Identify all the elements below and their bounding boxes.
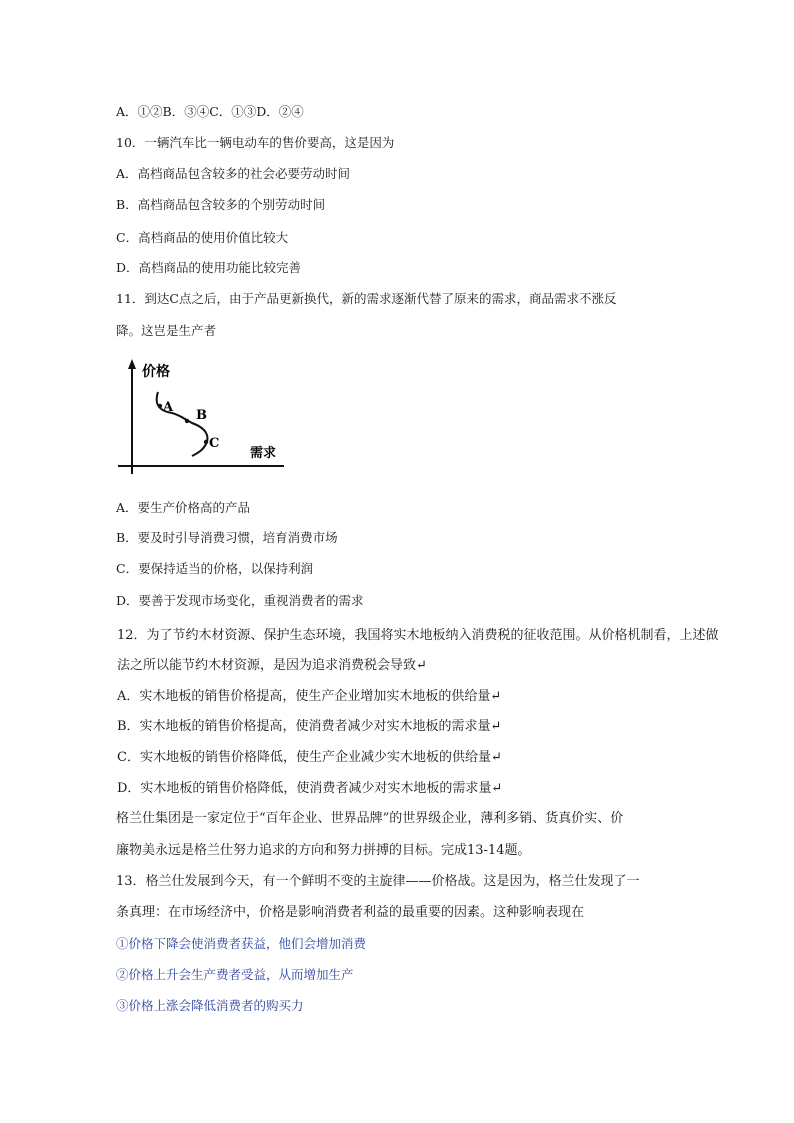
question-10-option-b: B．高档商品包含较多的个别劳动时间 bbox=[116, 197, 326, 212]
question-13-stem-line-1: 13．格兰仕发展到今天，有一个鲜明不变的主旋律——价格战。这是因为，格兰仕发现了一 bbox=[116, 874, 640, 889]
question-11-stem-line-1: 11．到达C点之后，由于产品更新换代，新的需求逐渐代替了原来的需求，商品需求不涨反 bbox=[116, 291, 617, 306]
question-13-item-3: ③价格上涨会降低消费者的购买力 bbox=[116, 998, 304, 1013]
curve-point-a bbox=[158, 404, 162, 408]
y-axis-arrow bbox=[128, 359, 136, 369]
point-b-label: B bbox=[196, 408, 207, 423]
x-axis-label: 需求 bbox=[250, 446, 277, 461]
question-10-option-a: A．高档商品包含较多的社会必要劳动时间 bbox=[116, 166, 351, 181]
question-13-item-1: ①价格下降会使消费者获益，他们会增加消费 bbox=[116, 936, 367, 951]
question-9-options: A．①②B．③④C．①③D．②④ bbox=[116, 104, 304, 119]
question-10-option-c: C．高档商品的使用价值比较大 bbox=[116, 230, 289, 245]
question-11-stem-line-2: 降。这岂是生产者 bbox=[116, 323, 217, 338]
curve-point-c bbox=[204, 440, 208, 444]
question-13-stem-line-2: 条真理：在市场经济中，价格是影响消费者利益的最重要的因素。这种影响表现在 bbox=[116, 905, 585, 920]
question-12-option-a: A．实木地板的销售价格提高，使生产企业增加实木地板的供给量↵ bbox=[117, 689, 502, 704]
question-10-option-d: D．高档商品的使用功能比较完善 bbox=[116, 260, 302, 275]
question-12-stem-line-2: 法之所以能节约木材资源，是因为追求消费税会导致↵ bbox=[117, 658, 427, 673]
question-12-option-b: B．实木地板的销售价格提高，使消费者减少对实木地板的需求量↵ bbox=[117, 719, 502, 734]
intro-paragraph-line-2: 廉物美永远是格兰仕努力追求的方向和努力拼搏的目标。完成13-14题。 bbox=[116, 843, 531, 858]
y-axis-label: 价格 bbox=[142, 364, 170, 380]
question-12-option-c: C．实木地板的销售价格降低，使生产企业减少实木地板的供给量↵ bbox=[117, 750, 502, 765]
question-12-stem-line-1: 12．为了节约木材资源、保护生态环境，我国将实木地板纳入消费税的征收范围。从价格机制看，上述做 bbox=[117, 628, 719, 643]
point-a-label: A bbox=[163, 400, 174, 415]
question-11-option-d: D．要善于发现市场变化，重视消费者的需求 bbox=[116, 593, 364, 608]
question-10-stem: 10．一辆汽车比一辆电动车的售价要高，这是因为 bbox=[116, 135, 395, 150]
point-c-label: C bbox=[209, 436, 220, 451]
price-demand-graph bbox=[114, 356, 294, 476]
curve-point-b bbox=[185, 419, 189, 423]
question-13-item-2: ②价格上升会生产费者受益，从而增加生产 bbox=[116, 967, 354, 982]
question-11-option-b: B．要及时引导消费习惯，培育消费市场 bbox=[116, 530, 338, 545]
question-11-option-c: C．要保持适当的价格，以保持利润 bbox=[116, 561, 314, 576]
intro-paragraph-line-1: 格兰仕集团是一家定位于“百年企业、世界品牌”的世界级企业，薄利多销、货真价实、价 bbox=[116, 811, 624, 826]
question-11-option-a: A．要生产价格高的产品 bbox=[116, 500, 251, 515]
question-12-option-d: D．实木地板的销售价格降低，使消费者减少对实木地板的需求量↵ bbox=[117, 781, 503, 796]
